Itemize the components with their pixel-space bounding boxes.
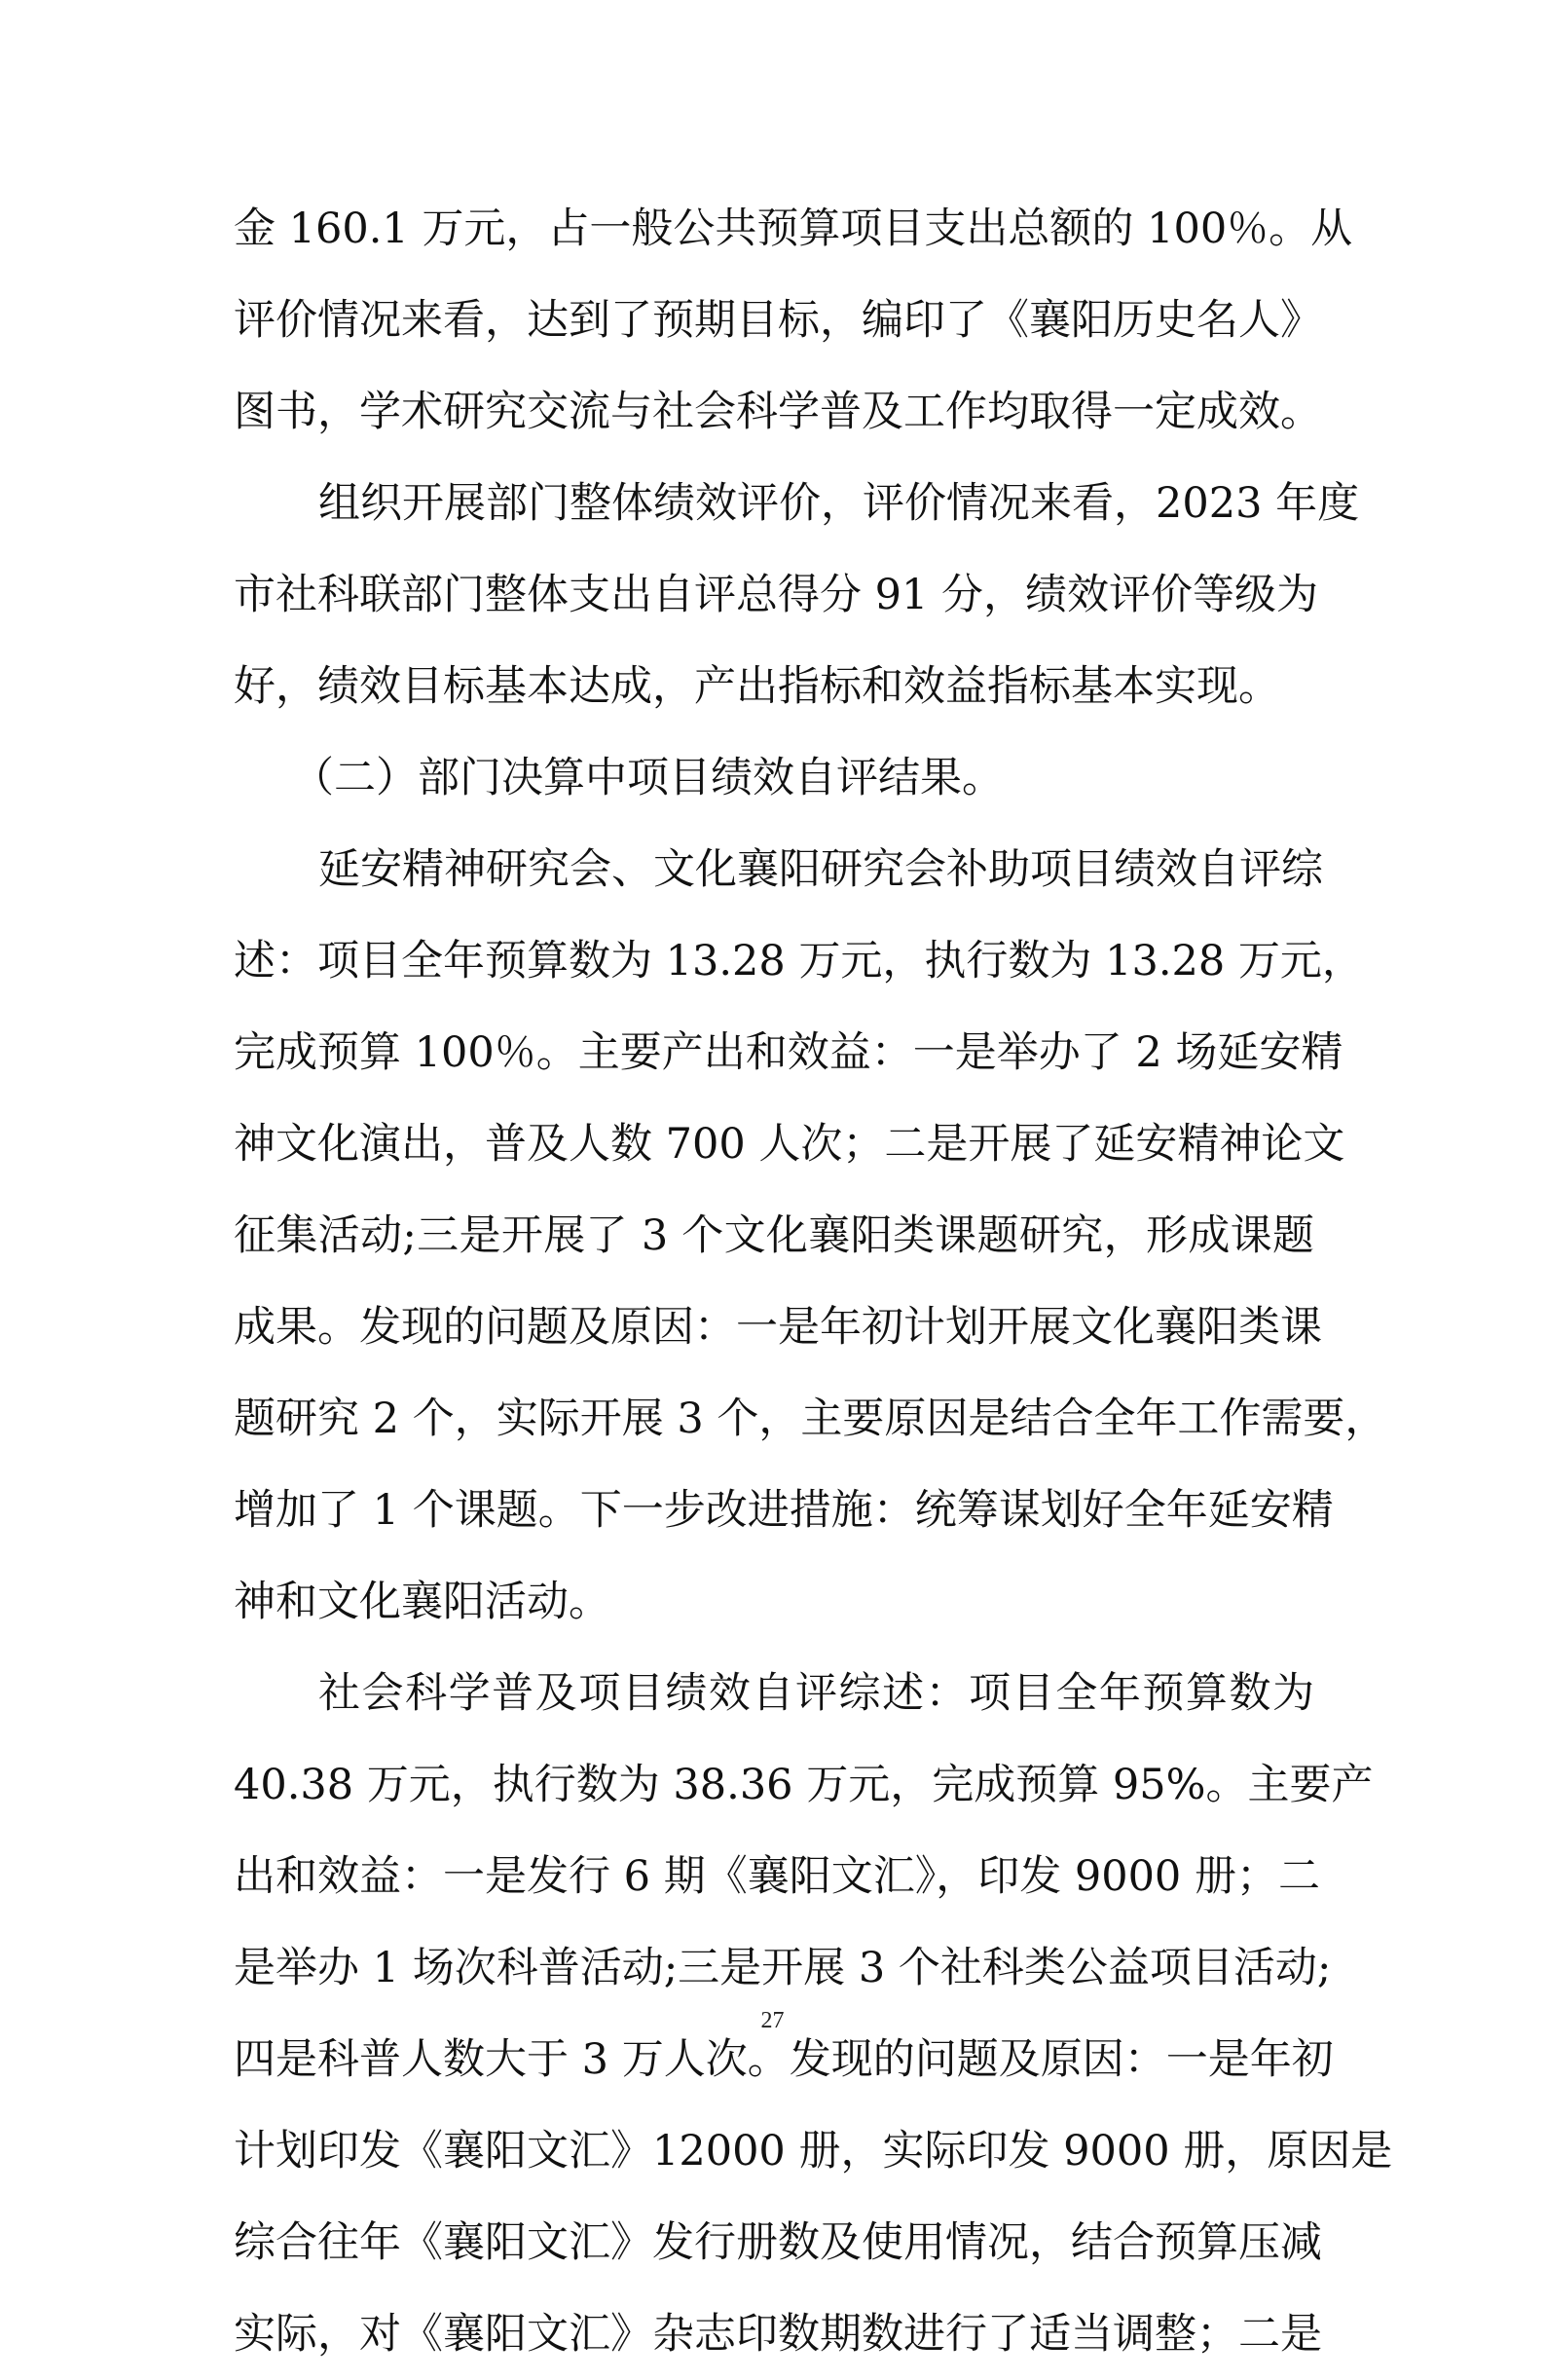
paragraph-4-line-6: 计划印发《襄阳文汇》12000 册，实际印发 9000 册，原因是 xyxy=(234,2127,1393,2175)
paragraph-1-line-2: 评价情况来看，达到了预期目标，编印了《襄阳历史名人》 xyxy=(234,296,1322,345)
paragraph-3-line-4: 神文化演出，普及人数 700 人次；二是开展了延安精神论文 xyxy=(234,1120,1345,1169)
paragraph-4-line-8: 实际，对《襄阳文汇》杂志印数期数进行了适当调整；二是 xyxy=(234,2310,1322,2359)
paragraph-3-line-1: 延安精神研究会、文化襄阳研究会补助项目绩效自评综 xyxy=(318,845,1323,894)
paragraph-3-line-3: 完成预算 100％。主要产出和效益：一是举办了 2 场延安精 xyxy=(234,1028,1343,1077)
paragraph-1-line-1: 金 160.1 万元，占一般公共预算项目支出总额的 100％。从 xyxy=(234,205,1353,253)
page-number: 27 xyxy=(760,2008,785,2033)
paragraph-4-line-2: 40.38 万元，执行数为 38.36 万元，完成预算 95%。主要产 xyxy=(234,1761,1374,1809)
paragraph-3-line-6: 成果。发现的问题及原因：一是年初计划开展文化襄阳类课 xyxy=(234,1303,1322,1352)
paragraph-1-line-3: 图书，学术研究交流与社会科学普及工作均取得一定成效。 xyxy=(234,388,1322,436)
section-heading: （二）部门决算中项目绩效自评结果。 xyxy=(292,754,1004,802)
paragraph-4-line-7: 综合往年《襄阳文汇》发行册数及使用情况，结合预算压减 xyxy=(234,2218,1322,2267)
paragraph-2-line-3: 好，绩效目标基本达成，产出指标和效益指标基本实现。 xyxy=(234,662,1280,711)
body-text xyxy=(234,183,1393,2380)
paragraph-4-line-1: 社会科学普及项目绩效自评综述：项目全年预算数为 xyxy=(318,1669,1314,1718)
paragraph-4-line-4: 是举办 1 场次科普活动;三是开展 3 个社科类公益项目活动; xyxy=(234,1944,1332,1992)
paragraph-3-line-5: 征集活动;三是开展了 3 个文化襄阳类课题研究，形成课题 xyxy=(234,1211,1314,1260)
paragraph-3-line-2: 述：项目全年预算数为 13.28 万元，执行数为 13.28 万元， xyxy=(234,937,1364,985)
paragraph-4-line-3: 出和效益：一是发行 6 期《襄阳文汇》，印发 9000 册；二 xyxy=(234,1852,1320,1901)
paragraph-2-line-2: 市社科联部门整体支出自评总得分 91 分，绩效评价等级为 xyxy=(234,571,1319,619)
paragraph-3-line-9: 神和文化襄阳活动。 xyxy=(234,1578,610,1626)
paragraph-4-line-5: 四是科普人数大于 3 万人次。发现的问题及原因：一是年初 xyxy=(234,2035,1334,2084)
paragraph-2-line-1: 组织开展部门整体绩效评价，评价情况来看，2023 年度 xyxy=(318,479,1360,528)
paragraph-3-line-7: 题研究 2 个，实际开展 3 个，主要原因是结合全年工作需要， xyxy=(234,1395,1387,1443)
paragraph-3-line-8: 增加了 1 个课题。下一步改进措施：统筹谋划好全年延安精 xyxy=(234,1486,1334,1535)
